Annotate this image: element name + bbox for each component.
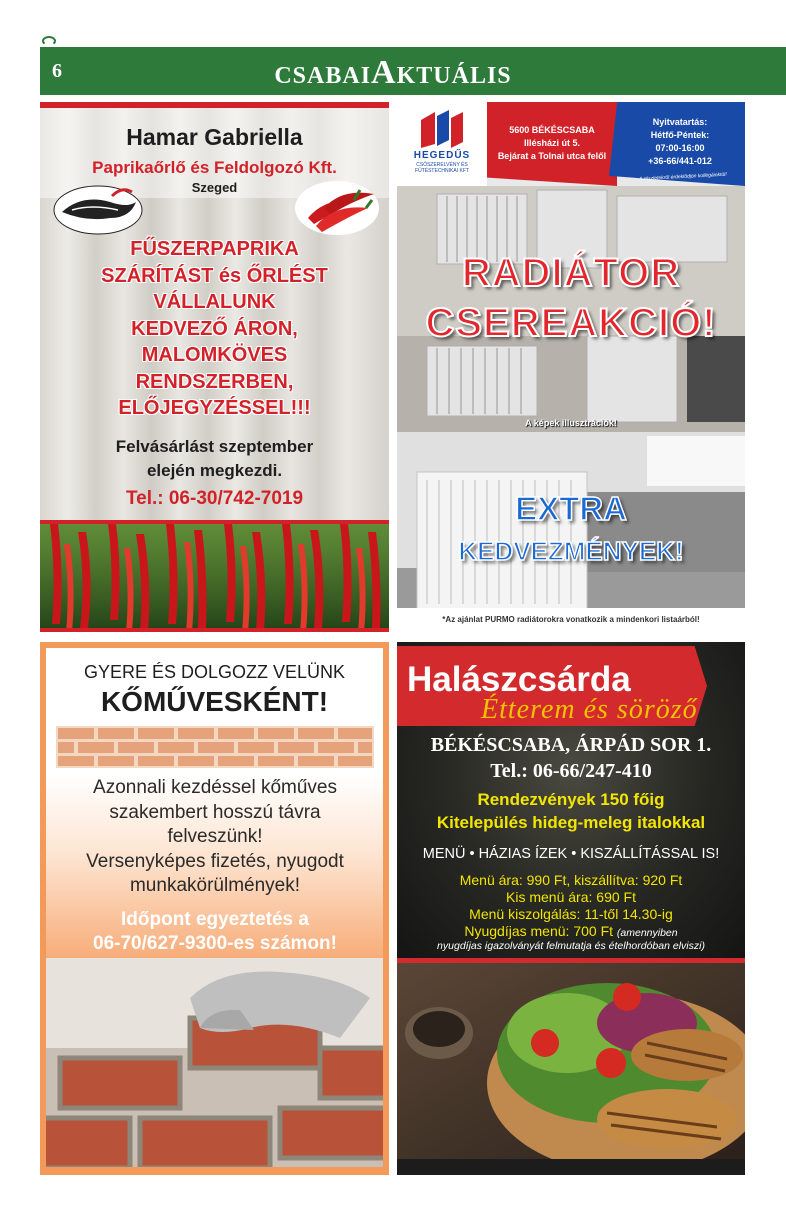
pension-note-start: (amennyiben (616, 927, 678, 939)
address-line: Bejárat a Tolnai utca felől (497, 151, 607, 161)
headline-line: KEDVEZMÉNYEK! (458, 536, 684, 566)
pension-price: Nyugdíjas menü: 700 Ft (464, 923, 614, 939)
extra-discount-headline (397, 488, 745, 572)
publication-title (0, 54, 786, 92)
address-line: 5600 BÉKÉSCSABA (509, 125, 595, 135)
title-suffix: KTUÁLIS (396, 63, 512, 89)
hegedus-logo-subtitle: CSŐSZERELVÉNY ÉS FŰTÉSTECHNIKAI KFT (415, 162, 469, 174)
description-line: Versenyképes fizetés, nyugodt (86, 850, 344, 872)
description-line: felveszünk! (167, 826, 263, 847)
paprika-purchase-note (50, 435, 379, 483)
paprika-main-offer (50, 236, 379, 422)
restaurant-name: Halászcsárda (407, 660, 631, 699)
cta-line: Időpont egyeztetés a (121, 909, 309, 930)
paprika-grinder-logo-icon (52, 182, 144, 236)
headline-line: RADIÁTOR (461, 251, 681, 295)
description-line: szakembert hosszú távra (109, 801, 321, 823)
restaurant-bottom-border (397, 1159, 745, 1175)
ad-paprika (40, 102, 389, 632)
page-number: 6 (52, 60, 62, 82)
mason-headline: KŐMŰVESKÉNT! (100, 686, 329, 717)
illustration-note: A képek illusztrációk! (525, 418, 617, 428)
offer-line: ELŐJEGYZÉSSEL!!! (118, 397, 311, 419)
bricklaying-photo (40, 958, 389, 1175)
radiator-fine-note: A részletekről érdeklődjön kollégáinktól! (639, 171, 727, 183)
radiator-opening-hours (619, 116, 741, 168)
mason-call-to-action (50, 908, 380, 956)
headline-line: EXTRA (515, 490, 627, 527)
paprika-owner-name: Hamar Gabriella (126, 124, 303, 150)
paprika-company: Paprikaőrlő és Feldolgozó Kft. (92, 158, 337, 177)
mason-description (56, 776, 374, 899)
peppers-photo (40, 520, 389, 632)
brick-strip-icon (56, 726, 374, 768)
headline-line: CSEREAKCIÓ! (425, 301, 717, 345)
offer-line: RENDSZERBEN, (135, 370, 294, 393)
hours-line: +36-66/441-012 (648, 156, 712, 166)
title-initial: A (371, 54, 397, 91)
mason-bottom-border (40, 1167, 389, 1175)
hours-line: Nyitvatartás: (652, 117, 708, 127)
food-photo (397, 963, 745, 1159)
price-line: Menü ára: 990 Ft, kiszállítva: 920 Ft (459, 872, 683, 888)
hegedus-logo-name: HEGEDŰS (413, 150, 471, 161)
purchase-line: elején megkezdi. (146, 461, 283, 480)
price-line: Menü kiszolgálás: 11-től 14.30-ig (469, 906, 673, 922)
offer-line: FŰSZERPAPRIKA (130, 238, 299, 260)
magazine-logo-icon (42, 36, 56, 46)
description-line: Azonnali kezdéssel kőműves (93, 777, 337, 798)
description-line: munkakörülmények! (129, 875, 301, 896)
ad-mason-job (40, 642, 389, 1175)
paprika-phone: Tel.: 06-30/742-7019 (125, 488, 304, 509)
ad-radiator (397, 102, 745, 632)
restaurant-subtitle: Étterem és söröző (481, 694, 698, 725)
title-prefix: CSABAI (274, 63, 372, 89)
radiator-footnote: *Az ajánlat PURMO radiátorokra vonatkozik a mindenkori listaárból! (442, 615, 700, 624)
paprika-city: Szeged (191, 180, 238, 195)
offer-line: VÁLLALUNK (153, 291, 276, 313)
ad-restaurant (397, 642, 745, 1175)
pension-note: nyugdíjas igazolványát felmutatja és ételhordóban elviszi) (437, 940, 705, 952)
restaurant-catering: Kitelepülés hideg-meleg italokkal (436, 813, 706, 832)
purchase-line: Felvásárlást szeptember (115, 437, 314, 456)
price-line: Kis menü ára: 690 Ft (506, 889, 636, 905)
restaurant-phone: Tel.: 06-66/247-410 (490, 760, 652, 782)
restaurant-events: Rendezvények 150 főig (477, 790, 665, 809)
offer-line: SZÁRÍTÁST és ŐRLÉST (101, 264, 328, 287)
offer-line: MALOMKÖVES (141, 344, 288, 366)
hours-line: Hétfő-Péntek: (650, 130, 710, 140)
red-peppers-icon (294, 178, 380, 236)
hours-line: 07:00-16:00 (655, 143, 705, 153)
hegedus-logo-icon (417, 110, 467, 150)
restaurant-menu-tagline: MENÜ • HÁZIAS ÍZEK • KISZÁLLÍTÁSSAL IS! (422, 846, 720, 862)
mason-invite: GYERE ÉS DOLGOZZ VELÜNK (83, 662, 346, 682)
paprika-bottom-border (40, 628, 389, 632)
radiator-headline (397, 248, 745, 348)
cta-line: 06-70/627-9300-es számon! (93, 933, 337, 954)
restaurant-prices (397, 872, 745, 942)
radiator-address (487, 124, 617, 163)
address-line: Illésházi út 5. (523, 138, 581, 148)
restaurant-address: BÉKÉSCSABA, ÁRPÁD SOR 1. (430, 734, 712, 756)
offer-line: KEDVEZŐ ÁRON, (131, 317, 298, 340)
